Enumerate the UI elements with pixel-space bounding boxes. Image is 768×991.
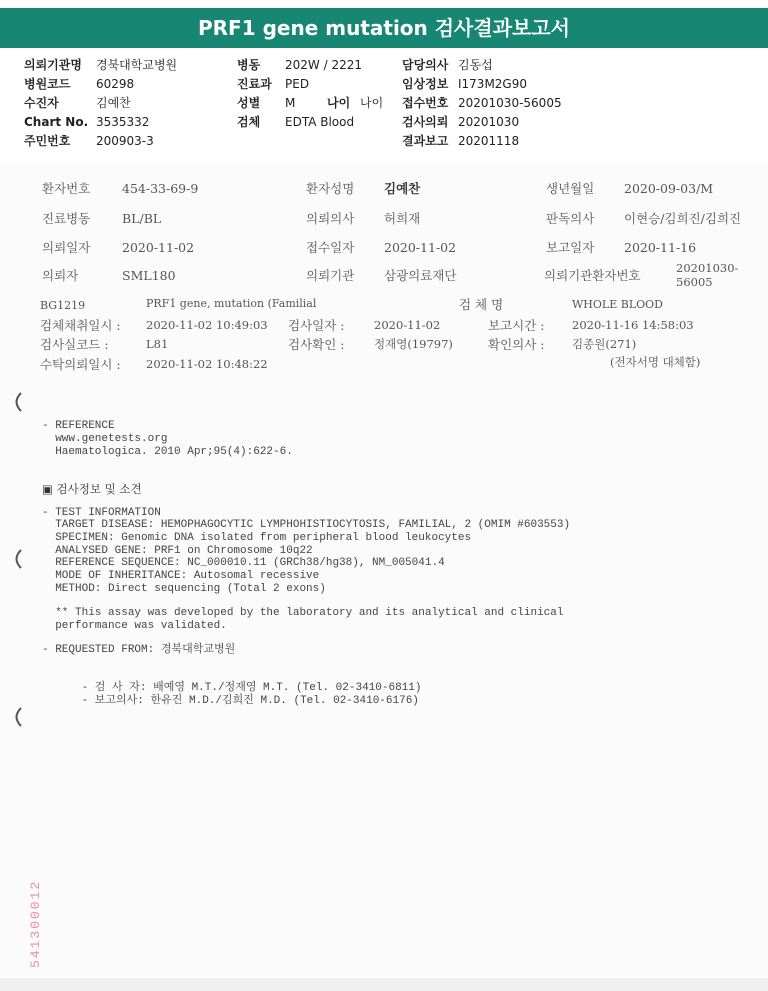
- test-name: PRF1 gene, mutation (Familial: [146, 297, 317, 310]
- assay-note-line: performance was validated.: [42, 620, 227, 632]
- header-key: 접수번호: [402, 96, 449, 110]
- grid-value: BL/BL: [122, 211, 162, 226]
- reference-line: Haematologica. 2010 Apr;95(4):622-6.: [42, 445, 293, 458]
- grid-value: 이현승/김희진/김희진: [624, 211, 742, 226]
- header-key: 임상정보: [402, 77, 449, 91]
- grid-label: 의뢰자: [42, 268, 79, 283]
- header-key: 진료과: [237, 77, 272, 91]
- grid-label: 의뢰의사: [306, 211, 355, 226]
- header-key: 검체: [237, 115, 261, 129]
- reference-heading: - REFERENCE: [42, 420, 115, 432]
- grid-label: 진료병동: [42, 211, 91, 226]
- header-value: 경북대학교병원: [96, 58, 178, 72]
- header-key: 결과보고: [402, 134, 449, 148]
- meta-value: 2020-11-16 14:58:03: [572, 318, 694, 332]
- meta-label: 검사실코드 :: [40, 337, 109, 352]
- specimen-label: 검 체 명: [459, 297, 504, 312]
- header-key: 수진자: [24, 96, 59, 110]
- staff-line: - 보고의사: 한유진 M.D./김희진 M.D. (Tel. 02-3410-6176): [42, 695, 419, 707]
- grid-label: 환자번호: [42, 181, 91, 196]
- header-key: 성별: [237, 96, 261, 110]
- header-value: 김동섭: [458, 58, 493, 72]
- test-info-line: TARGET DISEASE: HEMOPHAGOCYTIC LYMPHOHISTIOCYTOSIS, FAMILIAL, 2 (OMIM #603553): [42, 519, 571, 531]
- requested-from: - REQUESTED FROM: 경북대학교병원: [42, 644, 236, 656]
- report-title: PRF1 gene mutation 검사결과보고서: [0, 8, 768, 48]
- test-info-line: REFERENCE SEQUENCE: NC_000010.11 (GRCh38/hg38), NM_005041.4: [42, 557, 445, 570]
- meta-value: 2020-11-02 10:48:22: [146, 357, 268, 371]
- grid-label: 의뢰기관환자번호: [544, 268, 641, 283]
- grid-label: 판독의사: [546, 211, 595, 226]
- grid-value: 2020-11-02: [384, 240, 457, 255]
- header-key: 병동: [237, 58, 261, 72]
- header-key: 병원코드: [24, 77, 71, 91]
- meta-label: 검사일자 :: [288, 318, 345, 333]
- header-key: 의뢰기관명: [24, 58, 82, 72]
- meta-value: L81: [146, 337, 169, 351]
- grid-value: 2020-09-03/M: [624, 181, 714, 196]
- staff-line: - 검 사 자: 배예영 M.T./정재영 M.T. (Tel. 02-3410-6811): [42, 682, 422, 694]
- grid-value: 김예찬: [384, 181, 421, 196]
- header-value: EDTA Blood: [285, 115, 355, 129]
- header-age: 나이 나이: [327, 96, 384, 110]
- test-info-line: METHOD: Direct sequencing (Total 2 exons): [42, 583, 326, 595]
- meta-label: 확인의사 :: [488, 337, 545, 352]
- grid-value: 삼광의료재단: [384, 268, 457, 283]
- grid-value: 20201030- 56005: [676, 261, 739, 289]
- header-value: 3535332: [96, 115, 150, 129]
- header-key: Chart No.: [24, 115, 89, 129]
- binder-hole-icon: [10, 706, 24, 728]
- specimen-value: WHOLE BLOOD: [572, 298, 663, 311]
- grid-value: 2020-11-16: [624, 240, 697, 255]
- meta-label: 수탁의뢰일시 :: [40, 357, 121, 372]
- meta-value: 정재영(19797): [374, 337, 453, 351]
- header-value: I173M2G90: [458, 77, 527, 91]
- electronic-sign-note: (전자서명 대체함): [610, 355, 701, 369]
- header-key: 담당의사: [402, 58, 449, 72]
- header-value: M: [285, 96, 296, 110]
- header-value: PED: [285, 77, 310, 91]
- header-value: 김예찬: [96, 96, 131, 110]
- grid-value: SML180: [122, 268, 176, 283]
- meta-value: 김종원(271): [572, 337, 637, 351]
- header-value: 202W / 2221: [285, 58, 362, 72]
- test-code: BG1219: [40, 299, 86, 312]
- grid-label: 생년월일: [546, 181, 595, 196]
- assay-note-line: ** This assay was developed by the laboratory and its analytical and clinical: [42, 607, 564, 619]
- binder-hole-icon: [10, 548, 24, 570]
- grid-label: 환자성명: [306, 181, 355, 196]
- meta-value: 2020-11-02: [374, 318, 441, 332]
- reference-line: www.genetests.org: [42, 433, 168, 445]
- test-info-line: ANALYSED GENE: PRF1 on Chromosome 10q22: [42, 544, 313, 557]
- test-info-heading: - TEST INFORMATION: [42, 507, 161, 519]
- meta-label: 보고시간 :: [488, 318, 545, 333]
- meta-value: 2020-11-02 10:49:03: [146, 318, 268, 332]
- binder-hole-icon: [10, 391, 24, 413]
- test-info-line: MODE OF INHERITANCE: Autosomal recessive: [42, 570, 320, 583]
- bottom-scrollbar[interactable]: [0, 978, 768, 991]
- vertical-stamp: 541300012: [28, 879, 43, 968]
- header-key: 검사의뢰: [402, 115, 449, 129]
- grid-label: 의뢰일자: [42, 240, 91, 255]
- grid-label: 의뢰기관: [306, 268, 355, 283]
- meta-label: 검사확인 :: [288, 337, 345, 352]
- grid-value: 2020-11-02: [122, 240, 195, 255]
- test-info-line: SPECIMEN: Genomic DNA isolated from peripheral blood leukocytes: [42, 531, 472, 544]
- header-value: 60298: [96, 77, 135, 91]
- grid-label: 접수일자: [306, 240, 355, 255]
- grid-value: 454-33-69-9: [122, 181, 199, 196]
- header-value: 200903-3: [96, 134, 154, 148]
- meta-label: 검체채취일시 :: [40, 318, 121, 333]
- grid-value: 허희재: [384, 211, 421, 226]
- header-value: 20201030: [458, 115, 520, 129]
- section-title: ▣ 검사정보 및 소견: [42, 482, 142, 496]
- header-key: 주민번호: [24, 134, 71, 148]
- header-value: 20201118: [458, 134, 520, 148]
- header-value: 20201030-56005: [458, 96, 562, 110]
- grid-label: 보고일자: [546, 240, 595, 255]
